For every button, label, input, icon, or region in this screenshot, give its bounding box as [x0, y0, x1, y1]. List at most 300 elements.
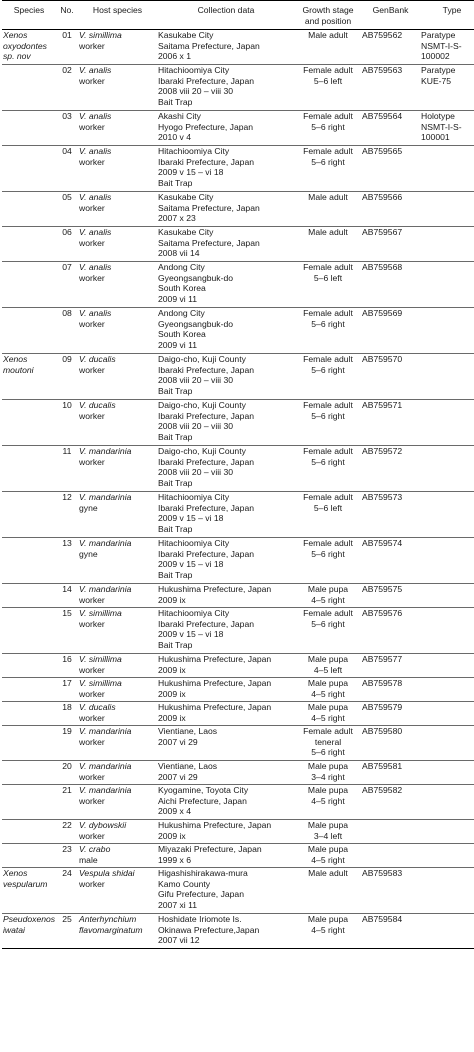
growth-line: 4–5 right [311, 924, 345, 935]
collection-line: 2007 vi 29 [158, 736, 198, 747]
cell-growth-stage [295, 702, 361, 726]
cell-genbank: AB759563 [361, 65, 420, 111]
growth-line: Male pupa [307, 844, 349, 855]
cell-no: 07 [56, 262, 78, 308]
cell-collection-data [157, 608, 295, 654]
table-row [2, 262, 474, 308]
collection-line: Bait Trap [158, 431, 193, 442]
cell-collection-data [157, 868, 295, 914]
growth-line: Male pupa [307, 584, 349, 595]
cell-species [2, 146, 56, 192]
collection-line: 2009 v 15 – vi 18 [158, 167, 224, 178]
cell-growth-stage [295, 492, 361, 538]
cell-species [2, 761, 56, 785]
cell-no: 15 [56, 608, 78, 654]
cell-growth-stage [295, 308, 361, 354]
table-row [2, 227, 474, 262]
host-name: V. mandarinia [79, 538, 132, 549]
growth-line: Female adult [303, 726, 353, 737]
collection-line: South Korea [158, 329, 206, 340]
cell-genbank [361, 820, 420, 844]
collection-line: 2009 ix [158, 688, 186, 699]
host-caste: worker [79, 237, 105, 248]
growth-line: Male adult [308, 30, 348, 41]
table-row [2, 844, 474, 868]
cell-no: 16 [56, 654, 78, 678]
host-name: V. mandarinia [79, 492, 132, 503]
cell-species [2, 65, 56, 111]
cell-species [2, 678, 56, 702]
growth-line: 4–5 right [311, 594, 345, 605]
host-caste: worker [79, 594, 105, 605]
header-host-species: Host species [92, 5, 143, 15]
host-caste: worker [79, 830, 105, 841]
cell-collection-data [157, 678, 295, 702]
cell-type [420, 65, 474, 111]
cell-genbank: AB759572 [361, 446, 420, 492]
cell-collection-data [157, 30, 295, 65]
table-row [2, 492, 474, 538]
collection-line: 2010 v 4 [158, 132, 191, 143]
growth-line: Female adult [303, 538, 353, 549]
collection-line: Daigo-cho, Kuji County [158, 446, 246, 457]
collection-line: 2009 v 15 – vi 18 [158, 629, 224, 640]
collection-line: Ibaraki Prefecture, Japan [158, 364, 255, 375]
collection-line: Andong City [158, 262, 205, 273]
cell-collection-data [157, 914, 295, 949]
collection-line: 2007 xi 11 [158, 899, 198, 910]
growth-line: Male pupa [307, 914, 349, 925]
host-caste: worker [79, 771, 105, 782]
cell-species [2, 785, 56, 820]
host-name: V. ducalis [79, 400, 116, 411]
cell-host-species [78, 538, 157, 584]
host-name: V. crabo [79, 844, 111, 855]
host-caste: worker [79, 456, 105, 467]
cell-no: 13 [56, 538, 78, 584]
cell-no: 19 [56, 726, 78, 761]
table-row [2, 702, 474, 726]
cell-type [420, 538, 474, 584]
collection-line: Saitama Prefecture, Japan [158, 202, 260, 213]
type-line: NSMT-I-S- [421, 40, 462, 51]
collection-line: 2009 v 15 – vi 18 [158, 559, 224, 570]
cell-species [2, 654, 56, 678]
host-caste: worker [79, 318, 105, 329]
cell-collection-data [157, 761, 295, 785]
cell-no: 22 [56, 820, 78, 844]
cell-host-species [78, 262, 157, 308]
collection-line: Gyeongsangbuk-do [158, 272, 234, 283]
collection-line: Hitachioomiya City [158, 146, 230, 157]
cell-type [420, 868, 474, 914]
cell-species [2, 446, 56, 492]
cell-host-species [78, 400, 157, 446]
cell-growth-stage [295, 400, 361, 446]
growth-line: Female adult [303, 400, 353, 411]
table-row [2, 654, 474, 678]
host-name: V. mandarinia [79, 785, 132, 796]
cell-host-species [78, 654, 157, 678]
collection-line: Saitama Prefecture, Japan [158, 237, 260, 248]
growth-line: Female adult [303, 65, 353, 76]
cell-type [420, 400, 474, 446]
cell-collection-data [157, 820, 295, 844]
collection-line: Hitachioomiya City [158, 65, 230, 76]
growth-line: Female adult [303, 262, 353, 273]
growth-line: 5–6 right [311, 410, 345, 421]
cell-growth-stage [295, 354, 361, 400]
collection-line: Bait Trap [158, 385, 193, 396]
growth-line: Male pupa [307, 678, 349, 689]
collection-line: Ibaraki Prefecture, Japan [158, 410, 255, 421]
collection-line: Bait Trap [158, 477, 193, 488]
cell-host-species [78, 726, 157, 761]
cell-collection-data [157, 400, 295, 446]
cell-genbank: AB759577 [361, 654, 420, 678]
collection-line: Ibaraki Prefecture, Japan [158, 548, 255, 559]
species-line: Xenos [3, 30, 28, 41]
collection-line: Andong City [158, 308, 205, 319]
collection-line: 2009 v 15 – vi 18 [158, 513, 224, 524]
host-caste: worker [79, 688, 105, 699]
cell-species [2, 820, 56, 844]
cell-collection-data [157, 785, 295, 820]
type-line: 100001 [421, 132, 450, 143]
cell-genbank: AB759579 [361, 702, 420, 726]
host-name: V. simillima [79, 678, 122, 689]
growth-line: 3–4 left [313, 830, 343, 841]
growth-line: Male pupa [307, 654, 349, 665]
host-name: V. mandarinia [79, 584, 132, 595]
host-name: V. mandarinia [79, 446, 132, 457]
host-caste: worker [79, 202, 105, 213]
header-collection-data: Collection data [197, 5, 255, 15]
cell-genbank: AB759571 [361, 400, 420, 446]
collection-line: Miyazaki Prefecture, Japan [158, 844, 262, 855]
growth-line: Female adult [303, 146, 353, 157]
cell-growth-stage [295, 227, 361, 262]
collection-line: 2008 viii 20 – viii 30 [158, 375, 234, 386]
collection-line: Kasukabe City [158, 30, 214, 41]
collection-line: Bait Trap [158, 177, 193, 188]
cell-no: 10 [56, 400, 78, 446]
cell-genbank: AB759564 [361, 111, 420, 146]
cell-genbank: AB759576 [361, 608, 420, 654]
cell-no: 12 [56, 492, 78, 538]
cell-no: 23 [56, 844, 78, 868]
table-row [2, 308, 474, 354]
table-row [2, 608, 474, 654]
cell-genbank: AB759578 [361, 678, 420, 702]
host-caste: worker [79, 618, 105, 629]
cell-species [2, 608, 56, 654]
cell-type [420, 308, 474, 354]
cell-host-species [78, 446, 157, 492]
cell-growth-stage [295, 538, 361, 584]
cell-type [420, 678, 474, 702]
cell-no: 06 [56, 227, 78, 262]
cell-growth-stage [295, 65, 361, 111]
species-line: iwatai [3, 924, 25, 935]
cell-collection-data [157, 262, 295, 308]
growth-line: Female adult [303, 308, 353, 319]
cell-no: 25 [56, 914, 78, 949]
growth-line: Female adult [303, 446, 353, 457]
collection-line: Daigo-cho, Kuji County [158, 400, 246, 411]
cell-genbank: AB759562 [361, 30, 420, 65]
cell-genbank: AB759582 [361, 785, 420, 820]
collection-line: 2007 vi 29 [158, 771, 198, 782]
cell-growth-stage [295, 192, 361, 227]
cell-species [2, 400, 56, 446]
cell-collection-data [157, 354, 295, 400]
cell-host-species [78, 30, 157, 65]
header-row [2, 1, 474, 30]
host-caste: worker [79, 736, 105, 747]
collection-line: 2009 x 4 [158, 806, 191, 817]
growth-line: 5–6 right [311, 318, 345, 329]
header-type: Type [442, 5, 462, 15]
table-row [2, 678, 474, 702]
growth-line: 4–5 right [311, 688, 345, 699]
collection-line: 2009 vi 11 [158, 339, 198, 350]
collection-line: Daigo-cho, Kuji County [158, 354, 246, 365]
collection-line: Ibaraki Prefecture, Japan [158, 156, 255, 167]
cell-type [420, 785, 474, 820]
cell-collection-data [157, 146, 295, 192]
cell-species [2, 111, 56, 146]
cell-collection-data [157, 538, 295, 584]
cell-growth-stage [295, 914, 361, 949]
host-caste: worker [79, 878, 105, 889]
host-name: V. simillima [79, 654, 122, 665]
type-line: KUE-75 [421, 75, 452, 86]
growth-line: 4–5 right [311, 854, 345, 865]
header-growth-line-1: Growth stage [302, 5, 354, 15]
cell-genbank: AB759568 [361, 262, 420, 308]
host-caste: gyne [79, 502, 98, 513]
collection-line: Bait Trap [158, 523, 193, 534]
cell-host-species [78, 146, 157, 192]
host-name: V. analis [79, 146, 112, 157]
growth-line: teneral [314, 736, 342, 747]
cell-species [2, 492, 56, 538]
growth-line: 5–6 left [313, 272, 343, 283]
cell-host-species [78, 227, 157, 262]
cell-collection-data [157, 492, 295, 538]
host-caste: male [79, 854, 98, 865]
cell-collection-data [157, 308, 295, 354]
cell-growth-stage [295, 820, 361, 844]
table-row [2, 761, 474, 785]
cell-no: 01 [56, 30, 78, 65]
cell-host-species [78, 192, 157, 227]
cell-type [420, 30, 474, 65]
cell-growth-stage [295, 761, 361, 785]
cell-no: 04 [56, 146, 78, 192]
collection-line: Gyeongsangbuk-do [158, 318, 234, 329]
collection-line: 2009 ix [158, 664, 186, 675]
collection-line: 2009 ix [158, 830, 186, 841]
cell-no: 05 [56, 192, 78, 227]
collection-line: 2008 vii 14 [158, 248, 200, 259]
host-name: V. analis [79, 192, 112, 203]
cell-host-species [78, 761, 157, 785]
collection-line: Okinawa Prefecture,Japan [158, 924, 260, 935]
header-no: No. [60, 5, 74, 15]
cell-genbank: AB759574 [361, 538, 420, 584]
cell-no: 17 [56, 678, 78, 702]
cell-species [2, 702, 56, 726]
growth-line: Male pupa [307, 761, 349, 772]
collection-line: Saitama Prefecture, Japan [158, 40, 260, 51]
cell-no: 03 [56, 111, 78, 146]
cell-host-species [78, 584, 157, 608]
host-name: V. analis [79, 308, 112, 319]
cell-growth-stage [295, 146, 361, 192]
cell-collection-data [157, 844, 295, 868]
cell-genbank: AB759567 [361, 227, 420, 262]
growth-line: Male adult [308, 868, 348, 879]
cell-host-species [78, 354, 157, 400]
table-body [2, 30, 474, 949]
cell-growth-stage [295, 608, 361, 654]
cell-collection-data [157, 584, 295, 608]
table-row [2, 820, 474, 844]
host-name: V. analis [79, 227, 112, 238]
collection-line: 1999 x 6 [158, 854, 191, 865]
type-line: NSMT-I-S- [421, 121, 462, 132]
host-name: V. ducalis [79, 702, 116, 713]
cell-genbank: AB759581 [361, 761, 420, 785]
cell-type [420, 354, 474, 400]
header-species: Species [13, 5, 45, 15]
cell-no: 11 [56, 446, 78, 492]
cell-growth-stage [295, 584, 361, 608]
host-name: V. simillima [79, 608, 122, 619]
cell-species [2, 354, 56, 400]
collection-line: 2008 viii 20 – viii 30 [158, 421, 234, 432]
collection-line: Kasukabe City [158, 192, 214, 203]
cell-collection-data [157, 654, 295, 678]
species-line: Xenos [3, 354, 28, 365]
table-row [2, 726, 474, 761]
cell-no: 20 [56, 761, 78, 785]
table-row [2, 354, 474, 400]
cell-collection-data [157, 65, 295, 111]
cell-species [2, 227, 56, 262]
growth-line: Male adult [308, 227, 348, 238]
cell-genbank: AB759569 [361, 308, 420, 354]
cell-genbank [361, 844, 420, 868]
cell-species [2, 868, 56, 914]
cell-no: 14 [56, 584, 78, 608]
host-name: V. simillima [79, 30, 122, 41]
host-name: V. analis [79, 111, 112, 122]
collection-line: Vientiane, Laos [158, 726, 218, 737]
host-caste: gyne [79, 548, 98, 559]
growth-line: 5–6 right [311, 156, 345, 167]
growth-line: 4–5 right [311, 795, 345, 806]
table-row [2, 65, 474, 111]
table-row [2, 192, 474, 227]
host-name: V. analis [79, 65, 112, 76]
table-row [2, 146, 474, 192]
collection-line: Hukushima Prefecture, Japan [158, 584, 272, 595]
cell-collection-data [157, 726, 295, 761]
type-line: 100002 [421, 51, 450, 62]
collection-line: South Korea [158, 283, 206, 294]
host-name: V. mandarinia [79, 761, 132, 772]
cell-host-species [78, 868, 157, 914]
collection-line: Akashi City [158, 111, 201, 122]
type-line: Holotype [421, 111, 455, 122]
cell-species [2, 262, 56, 308]
table-row [2, 111, 474, 146]
species-line: moutoni [3, 364, 34, 375]
cell-collection-data [157, 227, 295, 262]
cell-genbank: AB759584 [361, 914, 420, 949]
growth-line: Male pupa [307, 702, 349, 713]
collection-line: Kasukabe City [158, 227, 214, 238]
growth-line: Male pupa [307, 785, 349, 796]
collection-line: Bait Trap [158, 96, 193, 107]
cell-host-species [78, 678, 157, 702]
cell-genbank: AB759566 [361, 192, 420, 227]
cell-no: 02 [56, 65, 78, 111]
table-row [2, 538, 474, 584]
growth-line: 5–6 left [313, 502, 343, 513]
table-row [2, 446, 474, 492]
cell-type [420, 446, 474, 492]
cell-host-species [78, 308, 157, 354]
cell-genbank: AB759575 [361, 584, 420, 608]
growth-line: 5–6 right [311, 121, 345, 132]
cell-no: 09 [56, 354, 78, 400]
growth-line: 5–6 right [311, 364, 345, 375]
collection-line: Hukushima Prefecture, Japan [158, 654, 272, 665]
host-name: V. dybowskii [79, 820, 127, 831]
collection-line: Hukushima Prefecture, Japan [158, 820, 272, 831]
cell-host-species [78, 844, 157, 868]
header-growth-line-2: and position [304, 15, 352, 26]
growth-line: Female adult [303, 608, 353, 619]
cell-species [2, 30, 56, 65]
growth-line: 5–6 left [313, 75, 343, 86]
cell-growth-stage [295, 446, 361, 492]
cell-species [2, 538, 56, 584]
collection-line: Kamo County [158, 878, 211, 889]
cell-growth-stage [295, 111, 361, 146]
collection-line: Bait Trap [158, 639, 193, 650]
cell-host-species [78, 914, 157, 949]
specimen-table [2, 0, 474, 949]
cell-type [420, 146, 474, 192]
cell-host-species [78, 785, 157, 820]
collection-line: Bait Trap [158, 569, 193, 580]
cell-collection-data [157, 702, 295, 726]
cell-growth-stage [295, 30, 361, 65]
collection-line: Gifu Prefecture, Japan [158, 889, 244, 900]
cell-type [420, 726, 474, 761]
species-line: Xenos [3, 868, 28, 879]
growth-line: 3–4 right [311, 771, 345, 782]
cell-growth-stage [295, 726, 361, 761]
host-name: V. mandarinia [79, 726, 132, 737]
collection-line: Vientiane, Laos [158, 761, 218, 772]
collection-line: Hyogo Prefecture, Japan [158, 121, 254, 132]
